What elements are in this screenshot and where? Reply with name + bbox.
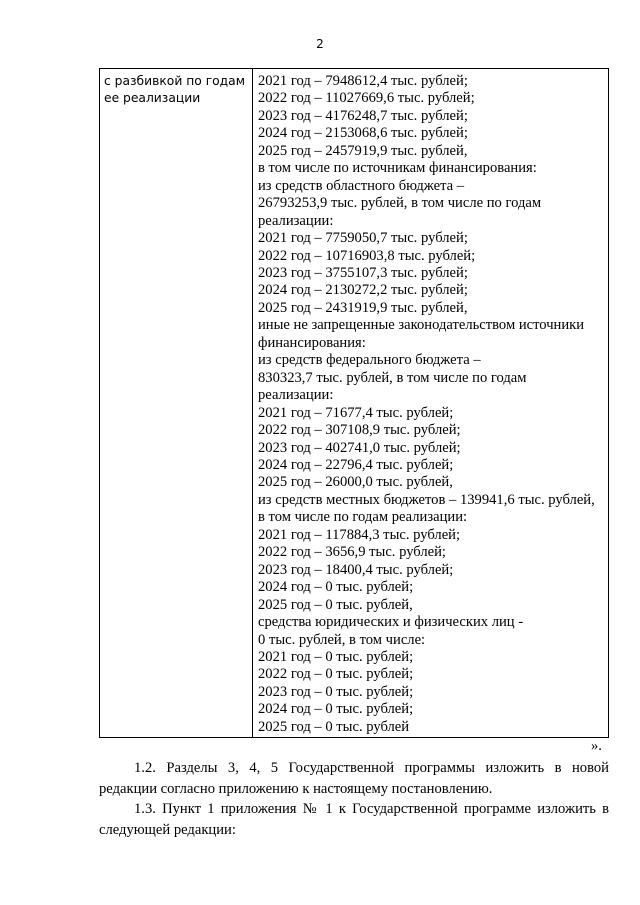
funding-line: 2021 год – 0 тыс. рублей; xyxy=(258,648,414,665)
funding-line: 2025 год – 2431919,9 тыс. рублей, xyxy=(258,299,468,316)
funding-line: 2025 год – 2457919,9 тыс. рублей, xyxy=(258,142,468,159)
funding-line: реализации: xyxy=(258,212,334,229)
funding-line: 2023 год – 18400,4 тыс. рублей; xyxy=(258,561,454,578)
funding-line: финансирования: xyxy=(258,334,366,351)
table-value-cell xyxy=(253,69,608,737)
funding-line: 2023 год – 4176248,7 тыс. рублей; xyxy=(258,107,468,124)
funding-line: 2021 год – 117884,3 тыс. рублей; xyxy=(258,526,461,543)
funding-line: 2022 год – 10716903,8 тыс. рублей; xyxy=(258,247,476,264)
funding-line: 2024 год – 0 тыс. рублей; xyxy=(258,701,414,718)
funding-line: 2022 год – 0 тыс. рублей; xyxy=(258,666,414,683)
table-label-cell xyxy=(100,69,253,737)
funding-line: 26793253,9 тыс. рублей, в том числе по годам xyxy=(258,195,542,212)
page-number: 2 xyxy=(316,37,324,51)
funding-line: 2023 год – 402741,0 тыс. рублей; xyxy=(258,439,461,456)
table-label-line: с разбивкой по годам xyxy=(104,74,245,88)
document-body xyxy=(99,758,609,840)
funding-line: 2021 год – 7948612,4 тыс. рублей; xyxy=(258,73,468,89)
funding-line: 0 тыс. рублей, в том числе: xyxy=(258,631,426,648)
funding-line: реализации: xyxy=(258,387,334,404)
funding-line: 2025 год – 26000,0 тыс. рублей, xyxy=(258,474,453,491)
funding-line: 2023 год – 0 тыс. рублей; xyxy=(258,683,414,700)
funding-line: 2024 год – 0 тыс. рублей; xyxy=(258,579,414,596)
closing-quote-mark: ». xyxy=(591,738,602,754)
funding-line: 2022 год – 307108,9 тыс. рублей; xyxy=(258,422,461,439)
paragraph-1-3: 1.3. Пункт 1 приложения № 1 к Государственной программе изложить в следующей редакции: xyxy=(99,801,609,838)
funding-line: из средств федерального бюджета – xyxy=(258,352,481,369)
table-label-line: ее реализации xyxy=(104,91,201,106)
funding-line: в том числе по источникам финансирования: xyxy=(258,160,537,177)
funding-line: 2022 год – 11027669,6 тыс. рублей; xyxy=(258,90,475,107)
paragraph-1-2: 1.2. Разделы 3, 4, 5 Государственной программы изложить в новой редакции согласно приложению к настоящему постановлению. xyxy=(99,760,609,797)
funding-line: 2024 год – 2130272,2 тыс. рублей; xyxy=(258,282,468,299)
funding-line: 2025 год – 0 тыс. рублей xyxy=(258,718,410,735)
funding-line: 2021 год – 71677,4 тыс. рублей; xyxy=(258,404,454,421)
funding-line: 2024 год – 22796,4 тыс. рублей; xyxy=(258,456,454,473)
funding-line: 830323,7 тыс. рублей, в том числе по годам xyxy=(258,369,527,386)
funding-line: из средств местных бюджетов – 139941,6 тыс. рублей, xyxy=(258,491,595,508)
funding-line: 2023 год – 3755107,3 тыс. рублей; xyxy=(258,264,468,281)
funding-line: в том числе по годам реализации: xyxy=(258,509,468,526)
funding-line: 2022 год – 3656,9 тыс. рублей; xyxy=(258,544,446,561)
funding-line: средства юридических и физических лиц - xyxy=(258,614,524,631)
funding-line: 2025 год – 0 тыс. рублей, xyxy=(258,596,413,613)
funding-line: из средств областного бюджета – xyxy=(258,177,465,194)
funding-line: 2024 год – 2153068,6 тыс. рублей; xyxy=(258,125,468,142)
funding-table xyxy=(99,68,609,738)
funding-line: иные не запрещенные законодательством источники xyxy=(258,317,585,334)
funding-line: 2021 год – 7759050,7 тыс. рублей; xyxy=(258,230,468,247)
